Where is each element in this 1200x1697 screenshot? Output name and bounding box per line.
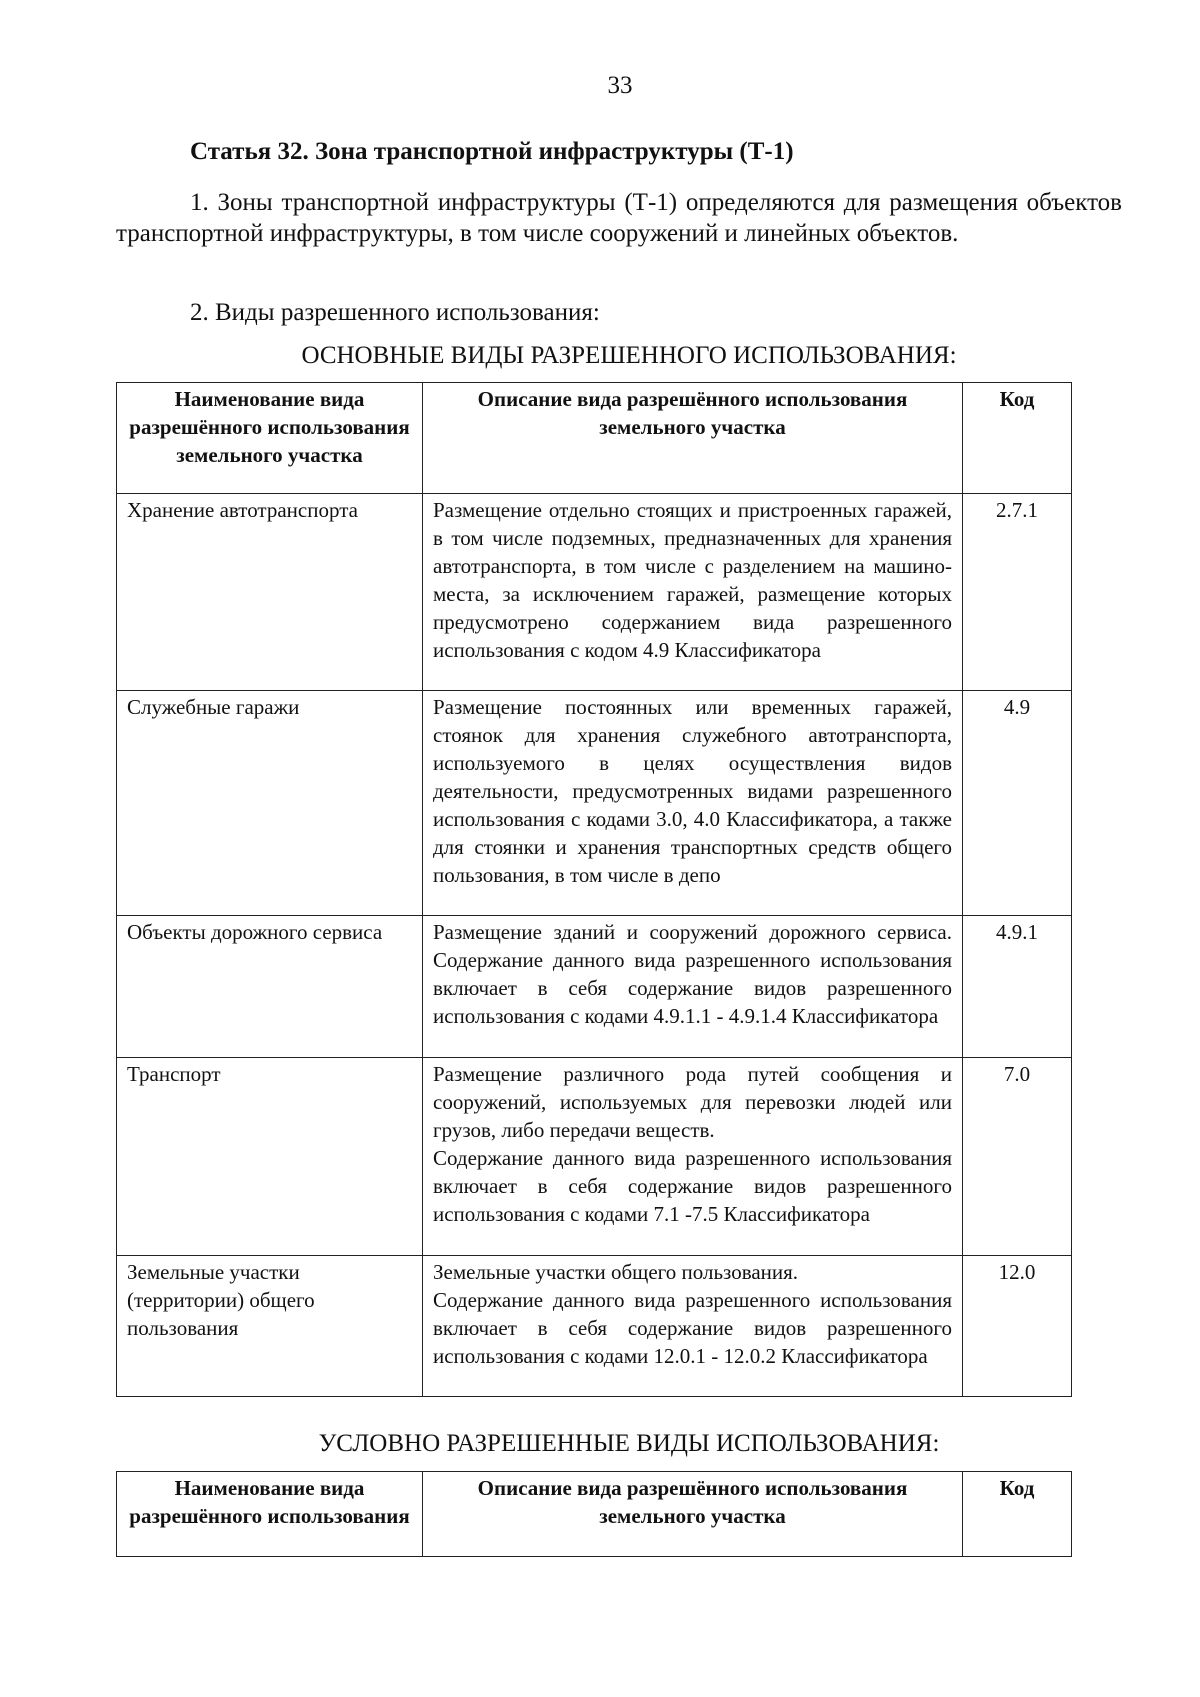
row-code: 4.9.1	[963, 916, 1072, 1058]
row-code: 7.0	[963, 1058, 1072, 1256]
row-description-part: Содержание данного вида разрешенного использования включает в себя содержание видов разрешенного использования с кодами 7.1 -7.5 Классификатора	[433, 1146, 952, 1226]
conditional-uses-table	[116, 1471, 1072, 1557]
paragraph-zone-definition: 1. Зоны транспортной инфраструктуры (Т-1) определяются для размещения объектов транспортной инфраструктуры, в том числе сооружений и линейных объектов.	[116, 189, 1122, 247]
header-description: Описание вида разрешённого использования земельного участка	[423, 1472, 963, 1557]
row-description: Размещение отдельно стоящих и пристроенных гаражей, в том числе подземных, предназначенных для хранения автотранспорта, в том числе с разделением на машино-места, за исключением гаражей, размещение которых предусмотрено содержанием вида разрешенного использования с кодом 4.9 Классификатора	[423, 494, 963, 691]
row-description	[423, 1058, 963, 1256]
table-row	[117, 1256, 1072, 1397]
row-code: 12.0	[963, 1256, 1072, 1397]
row-code: 4.9	[963, 691, 1072, 916]
table-row	[117, 916, 1072, 1058]
paragraph-permitted-uses: 2. Виды разрешенного использования:	[190, 299, 600, 326]
main-uses-table	[116, 382, 1072, 1397]
table-row	[117, 494, 1072, 691]
header-code: Код	[963, 1472, 1072, 1557]
header-description: Описание вида разрешённого использования земельного участка	[423, 383, 963, 494]
row-name: Хранение автотранспорта	[117, 494, 423, 691]
row-name: Транспорт	[117, 1058, 423, 1256]
table-header-row	[117, 383, 1072, 494]
conditional-uses-heading: УСЛОВНО РАЗРЕШЕННЫЕ ВИДЫ ИСПОЛЬЗОВАНИЯ:	[318, 1430, 940, 1457]
row-description-part: Земельные участки общего пользования.	[433, 1260, 799, 1284]
row-name: Служебные гаражи	[117, 691, 423, 916]
row-name: Объекты дорожного сервиса	[117, 916, 423, 1058]
row-description-part: Содержание данного вида разрешенного использования включает в себя содержание видов разрешенного использования с кодами 12.0.1 - 12.0.2 Классификатора	[433, 1288, 952, 1368]
main-uses-heading: ОСНОВНЫЕ ВИДЫ РАЗРЕШЕННОГО ИСПОЛЬЗОВАНИЯ:	[301, 342, 957, 369]
article-title: Статья 32. Зона транспортной инфраструктуры (Т-1)	[190, 138, 794, 165]
page-number: 33	[607, 72, 633, 99]
table-row	[117, 1058, 1072, 1256]
row-code: 2.7.1	[963, 494, 1072, 691]
table-header-row	[117, 1472, 1072, 1557]
table-row	[117, 691, 1072, 916]
header-name: Наименование вида разрешённого использования	[117, 1472, 423, 1557]
row-description-part: Размещение различного рода путей сообщения и сооружений, используемых для перевозки людей или грузов, либо передачи веществ.	[433, 1062, 952, 1142]
row-description: Размещение зданий и сооружений дорожного сервиса. Содержание данного вида разрешенного использования включает в себя содержание видов разрешенного использования с кодами 4.9.1.1 - 4.9.1.4 Классификатора	[423, 916, 963, 1058]
row-name: Земельные участки (территории) общего пользования	[117, 1256, 423, 1397]
row-description: Размещение постоянных или временных гаражей, стоянок для хранения служебного автотранспорта, используемого в целях осуществления видов деятельности, предусмотренных видами разрешенного использования с кодами 3.0, 4.0 Классификатора, а также для стоянки и хранения транспортных средств общего пользования, в том числе в депо	[423, 691, 963, 916]
header-code: Код	[963, 383, 1072, 494]
header-name: Наименование вида разрешённого использования земельного участка	[117, 383, 423, 494]
row-description	[423, 1256, 963, 1397]
